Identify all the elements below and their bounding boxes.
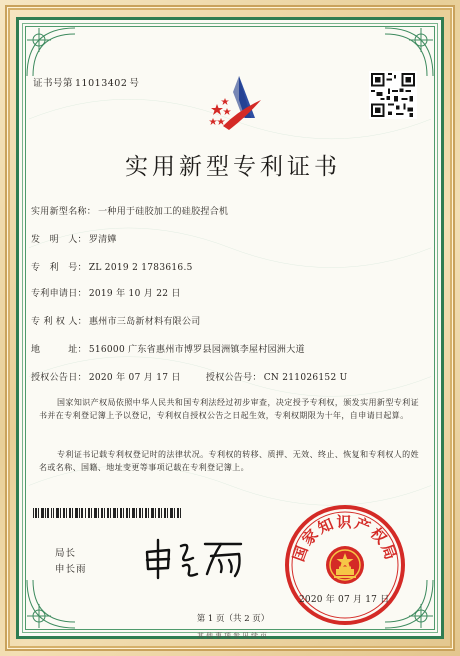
signature-title: 局长 <box>55 548 77 559</box>
field-label: 实用新型名称： <box>31 207 97 217</box>
bottom-note: 其他事项参见续页 <box>197 632 269 640</box>
seal-top-text: 国家知识产权局 <box>289 513 401 564</box>
field-label: 专 利 号： <box>31 263 87 273</box>
field-patent-number <box>31 260 193 273</box>
qr-code-icon <box>369 71 417 119</box>
field-value: ZL 2019 2 1783616.5 <box>88 263 193 273</box>
field-patentee <box>31 314 201 327</box>
page-number: 第 1 页（共 2 页） <box>196 614 270 624</box>
field-label: 授权公告日： <box>31 373 87 383</box>
field-label: 专利申请日： <box>31 289 87 299</box>
field-utility-model-name <box>31 204 228 217</box>
official-seal-icon <box>281 501 409 629</box>
field-value: 罗清嬅 <box>88 235 117 245</box>
field-address <box>31 342 305 355</box>
corner-ornament-top-left <box>23 24 79 80</box>
field-value: 516000 广东省惠州市博罗县园洲镇李屋村园洲大道 <box>88 345 305 355</box>
handwritten-signature-icon <box>141 534 249 582</box>
field-value: 2020 年 07 月 17 日 <box>88 373 181 383</box>
field-value: 惠州市三岛新材料有限公司 <box>88 317 201 327</box>
field-value: 2019 年 10 月 22 日 <box>88 289 181 299</box>
field-label: 地 址： <box>31 345 87 355</box>
field-value-2: CN 211026152 U <box>263 373 348 383</box>
certificate-number-label: 证书号第 <box>33 78 74 89</box>
certificate-paper <box>16 17 444 639</box>
field-grant-announcement <box>31 370 348 383</box>
seal-date: 2020 年 07 月 17 日 <box>299 595 390 605</box>
certificate-number <box>31 75 139 89</box>
field-application-date <box>31 286 181 299</box>
field-label: 发 明 人： <box>31 235 87 245</box>
grant-paragraph: 国家知识产权局依照中华人民共和国专利法经过初步审查，决定授予专利权，颁发实用新型专利证书并在专利登记簿上予以登记，专利权自授权公告之日起生效，专利权期限为十年，自申请日起算。 <box>39 398 419 420</box>
field-inventor <box>31 232 117 245</box>
field-label-2: 授权公告号： <box>205 373 262 383</box>
signature-name: 申长雨 <box>55 564 87 575</box>
certificate-number-value: 11013402 <box>75 78 128 89</box>
field-value: 一种用于硅胶加工的硅胶捏合机 <box>98 207 229 217</box>
legal-status-paragraph: 专利证书记载专利权登记时的法律状况。专利权的转移、质押、无效、终止、恢复和专利权人的姓名或名称、国籍、地址变更等事项记载在专利登记簿上。 <box>39 450 419 472</box>
certificate-number-suffix: 号 <box>129 78 140 89</box>
certificate-title: 实用新型专利证书 <box>125 154 341 180</box>
cnipa-emblem-icon <box>199 70 271 142</box>
field-label: 专 利 权 人： <box>31 317 87 327</box>
barcode-icon <box>33 508 183 518</box>
